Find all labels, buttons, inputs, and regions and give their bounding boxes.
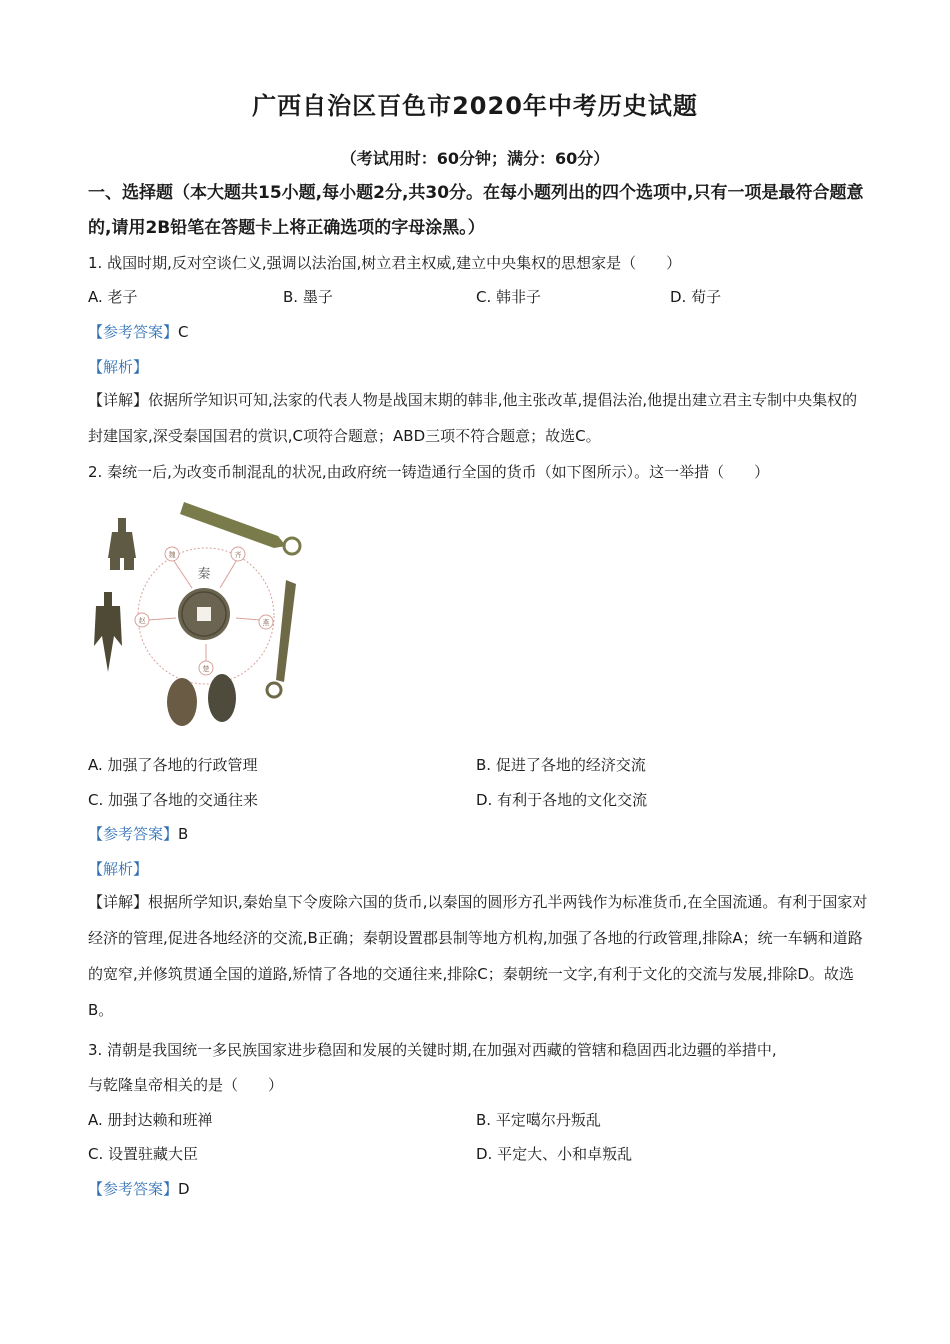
q1-detail-text: 依据所学知识可知,法家的代表人物是战国末期的韩非,他主张改革,提倡法治,他提出建立君主专制中央集权的封建国家,深受秦国国君的赏识,C项符合题意；ABD三项不符合题意；故选C。 [88,391,858,445]
spade-coin-left [94,592,122,672]
q2-answer-value: B [178,825,189,843]
q2-option-b: B. 促进了各地的经济交流 [476,756,646,774]
q1-option-a: A. 老子 [88,288,138,306]
center-label-qin: 秦 [197,567,211,582]
q1-analysis-label: 【解析】 [88,358,149,376]
q3-stem-line2: 与乾隆皇帝相关的是（ ） [88,1076,284,1094]
q1-answer [88,322,189,342]
page-title: 广西自治区百色市2020年中考历史试题 [252,92,698,120]
q2-answer [88,824,188,844]
q1-answer-value: C [178,323,189,341]
q3-option-b: B. 平定噶尔丹叛乱 [476,1111,601,1129]
coin-square-hole [197,607,211,621]
ant-nose-coin-1 [167,678,197,726]
q3-option-d: D. 平定大、小和卓叛乱 [476,1145,633,1163]
region-label-yan: 燕 [262,619,270,627]
detail-label: 【详解】 [88,391,149,409]
region-label-zhao: 赵 [138,617,146,625]
currency-unification-diagram [88,496,303,728]
q1-option-c: C. 韩非子 [476,288,542,306]
qin-coin-figure [88,496,303,728]
answer-label: 【参考答案】 [88,1180,179,1198]
q3-answer [88,1179,190,1199]
region-label-chu: 楚 [202,665,210,673]
ant-nose-coin-2 [208,674,236,722]
q1-detail [88,382,868,454]
q1-stem: 1. 战国时期,反对空谈仁义,强调以法治国,树立君主权威,建立中央集权的思想家是（ ） [88,254,682,272]
answer-label: 【参考答案】 [88,323,179,341]
spade-coin-top [108,518,136,570]
q3-answer-value: D [178,1180,190,1198]
q3-option-a: A. 册封达赖和班禅 [88,1111,213,1129]
q2-stem: 2. 秦统一后,为改变币制混乱的状况,由政府统一铸造通行全国的货币（如下图所示）。这一举措（ ） [88,463,770,481]
section-heading: 一、选择题（本大题共15小题,每小题2分,共30分。在每小题列出的四个选项中,只有一项是最符合题意的,请用2B铅笔在答题卡上将正确选项的字母涂黑。） [88,183,864,238]
region-label-wei: 魏 [168,551,176,559]
q2-option-d: D. 有利于各地的文化交流 [476,791,648,809]
answer-label: 【参考答案】 [88,825,179,843]
q1-option-b: B. 墨子 [283,288,333,306]
q2-detail-text: 根据所学知识,秦始皇下令废除六国的货币,以秦国的圆形方孔半两钱作为标准货币,在全国流通。有利于国家对经济的管理,促进各地经济的交流,B正确；秦朝设置郡县制等地方机构,加强了各地的行政管理,排除A；统一车辆和道路的宽窄,并修筑贯通全国的道路,矫情了各地的交通往来,排除C；秦朝统一文字,有利于文化的交流与发展,排除D。故选B。 [88,893,868,1019]
knife-coin-right [267,580,296,697]
q2-detail [88,884,868,1028]
q2-analysis-label: 【解析】 [88,860,149,878]
detail-label: 【详解】 [88,893,149,911]
q2-option-c: C. 加强了各地的交通往来 [88,791,259,809]
q2-option-a: A. 加强了各地的行政管理 [88,756,258,774]
region-label-qi: 齐 [234,551,242,559]
knife-coin-top [180,502,300,554]
q3-option-c: C. 设置驻藏大臣 [88,1145,199,1163]
q3-stem-line1: 3. 清朝是我国统一多民族国家进步稳固和发展的关键时期,在加强对西藏的管辖和稳固西北边疆的举措中, [88,1041,777,1059]
exam-info: （考试用时：60分钟；满分：60分） [340,149,610,168]
q1-option-d: D. 荀子 [670,288,722,306]
